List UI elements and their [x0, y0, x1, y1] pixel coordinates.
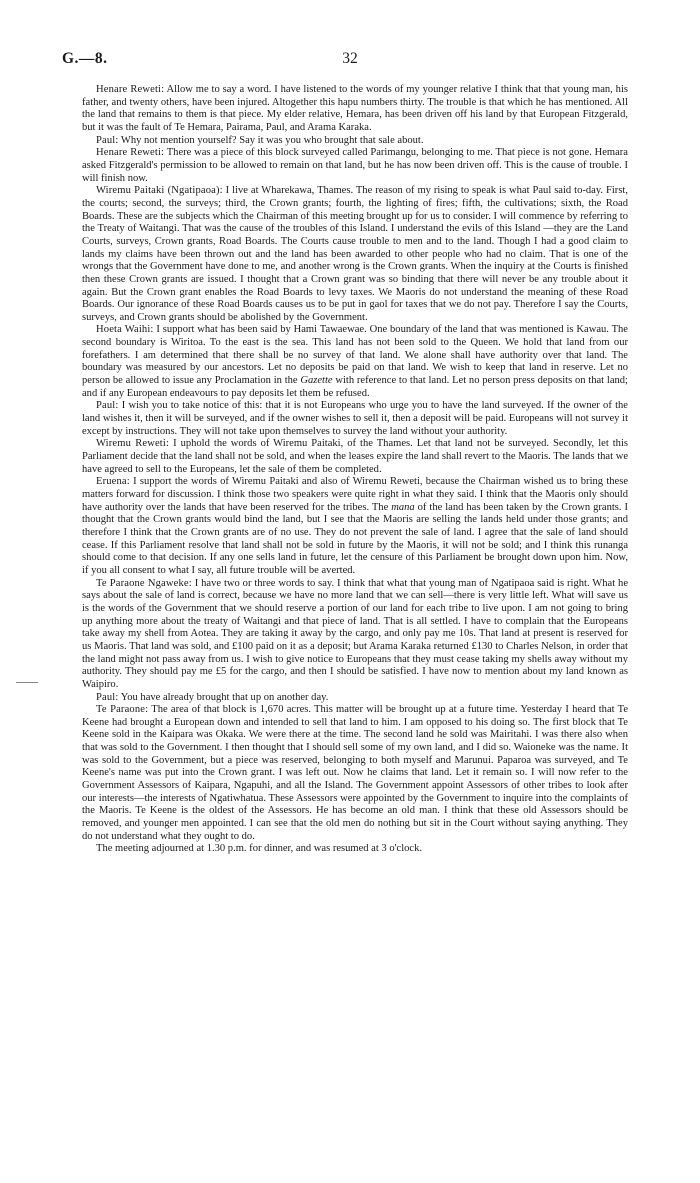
speaker-name: Henare Reweti:: [96, 84, 165, 95]
paragraph-text: Why not mention yourself? Say it was you who brought that sale about.: [120, 134, 424, 146]
paragraph: [82, 400, 628, 438]
document-body: [82, 84, 628, 856]
paragraph: [82, 324, 628, 400]
speaker-name: Te Paraone:: [96, 704, 149, 716]
paragraph: [82, 578, 628, 692]
paragraph-text: You have already brought that up on another day.: [120, 691, 329, 703]
speaker-name: Te Paraone Ngaweke:: [96, 577, 192, 589]
paragraph-text: I support what has been said by Hami Tawaewae. One boundary of the land that was mentioned is Kawau. The second boundary is Wiritoa. To the east is the sea. This land has not been sold to the Queen. We hold that land from our forefathers. I am determined that there shall be no survey of that land. We alone shall have authority over that land. The boundary was measured by our ancestors. Let no deposits be paid on that land. We wish to keep that land in reserve. Let no person be allowed to issue any Proclamation in the Gazette with reference to that land. Let no person press deposits on that land; and if any European endeavours to pay deposits let them be refused.: [82, 324, 628, 399]
speaker-name: Wiremu Paitaki (Ngatipaoa):: [96, 185, 223, 197]
paragraph: [82, 147, 628, 185]
speaker-name: Eruena:: [96, 476, 130, 488]
paragraph: [82, 692, 628, 705]
paragraph-text: I live at Wharekawa, Thames. The reason of my rising to speak is what Paul said to-day. First, the courts; second, the surveys; third, the Crown grants; fourth, the lighting of fires; fifth, the cultivations; sixth, the Road Boards. These are the subjects which the Chairman of this meeting brought up for us to consider. I will commence by referring to the Treaty of Waitangi. That was the cause of the troubles of this Island. I understand the evils of this Island —they are the Land Courts, surveys, Crown grants, Road Boards. The Courts cause trouble to men and to the land. Though I had a good claim to lands my claims have been thrown out and the land has been awarded to other people who had no claim. That is one of the wrongs that the Government have done to me, and another wrong is the Crown grants. When the inquiry at the Courts is finished then these Crown grants are issued. I thought that a Crown grant was so binding that there will never be any trouble about it again. But the Crown grant enables the Road Boards to levy taxes. We Maoris do not understand the meaning of these Road Boards. Our ignorance of these Road Boards causes us to be put in gaol for taxes that we do not pay. Therefore I say the Courts, surveys, and Crown grants should be abolished by the Government.: [82, 185, 628, 323]
paragraph-text: The meeting adjourned at 1.30 p.m. for dinner, and was resumed at 3 o'clock.: [96, 843, 422, 855]
speaker-name: Wiremu Reweti:: [96, 438, 170, 450]
paragraph-text: I wish you to take notice of this: that it is not Europeans who urge you to have the land surveyed. If the owner of the land wishes it, then it will be surveyed, and if the owner wishes to sell it, then a deposit will be paid. Europeans will not survey it except by instructions. They will not take upon themselves to survey the land without your authority.: [82, 400, 628, 437]
paragraph-text: Allow me to say a word. I have listened to the words of my younger relative I think that that young man, his father, and twenty others, have been injured. Altogether this hapu numbers thirty. The trouble is that which he has mentioned. All the land that remains to them is that piece. My elder relative, Hemara, has been driven off his land by that European Fitzgerald, but it was the fault of Te Hemara, Pairama, Paul, and Arama Karaka.: [82, 84, 628, 133]
speaker-name: Paul:: [96, 134, 119, 146]
paragraph-text: There was a piece of this block surveyed called Parimangu, belonging to me. That piece is not gone. Hemara asked Fitzgerald's permission to be allowed to remain on that land, but he has now been driven off. This is the cause of trouble. I will finish now.: [82, 147, 628, 184]
document-reference: G.—8.: [62, 50, 108, 67]
paragraph: [82, 476, 628, 577]
page-header: [62, 50, 638, 70]
speaker-name: Paul:: [96, 400, 119, 412]
paragraph: [82, 84, 628, 135]
paragraph: [82, 185, 628, 324]
paragraph: [82, 438, 628, 476]
closing-paragraph: [82, 843, 628, 856]
paragraph-text: I uphold the words of Wiremu Paitaki, of the Thames. Let that land not be surveyed. Secondly, let this Parliament decide that the land shall not be sold, and when the leases expire the land shall revert to the Maoris. The lands that we have agreed to sell to the Europeans, let the sale of them be completed.: [82, 438, 628, 475]
paragraph: [82, 135, 628, 148]
speaker-name: Paul:: [96, 691, 119, 703]
speaker-name: Henare Reweti:: [96, 147, 165, 159]
paragraph-text: The area of that block is 1,670 acres. This matter will be brought up at a future time. Yesterday I heard that Te Keene had brought a European down and intended to sell that land to him. I am opposed to his doing so. The first block that Te Keene sold in the Kaipara was Okaka. We were there at the time. The second land he sold was Mairitahi. I was there also when that was sold to the Government. I then thought that I should sell some of my own land, and I did so. Waioneke was the name. It was sold to the Government, but a piece was reserved, belonging to both myself and Marunui. Paparoa was surveyed, and Te Keene's name was put into the Crown grant. I was left out. Now he claims that land. Let it remain so. I will now refer to the Government Assessors of Kaipara, Ngapuhi, and all the Island. The Government appoint Assessors of other tribes to look after our interests—the interests of Ngatiwhatua. These Assessors were appointed by the Government to inquire into the complaints of the Maoris. Te Keene is the oldest of the Assessors. He has become an old man. I think that these old Assessors should be removed, and younger men appointed. I can see that the old men do nothing but sit in the Court without saying anything. They do not understand what they ought to do.: [82, 704, 628, 842]
paragraph-text: I have two or three words to say. I think that what that young man of Ngatipaoa said is right. What he says about the sale of land is correct, because we have no more land that we can sell—there is very little left. What will save us is the words of the Government that we should reserve a portion of our land for each tribe to live upon. I am not going to bring up anything more about the treaty of Waitangi and that piece of land. That is all settled. I have to complain that the Europeans take away my shell from Aotea. They are taking it away by the cargo, and only pay me 10s. That land at present is reserved for us Maoris. That land was sold, and £100 paid on it as a deposit; but Arama Karaka returned £130 to Charles Nelson, in order that the land might not pass away from us. I wish to give notice to Europeans that they must cease taking my shells away without my authority. They should pay me £5 for the cargo, and then I should be satisfied. I have now to mention about my land known as Waipiro.: [82, 577, 629, 690]
page-number: 32: [342, 50, 358, 67]
paragraph-text: I support the words of Wiremu Paitaki and also of Wiremu Reweti, because the Chairman wished us to bring these matters forward for discussion. I think those two speakers were quite right in what they said. I think that the Maoris only should have authority over the lands that have been reserved for the tribes. The mana of the land has been taken by the Crown grants. I thought that the Crown grants would bind the land, but I see that the Maoris are selling the lands held under those grants; and therefore I think that the Crown grants are of no use. They do not prevent the sale of land. I agree that the sale of land should cease. If this Parliament resolve that land shall not be sold in future by the Maoris, it will not be sold; and I think this runanga should come to that decision. If any one sells land in future, let the censure of this Parliament be brought down upon him. Now, if you all consent to what I say, all future trouble will be averted.: [82, 476, 628, 576]
margin-rule: [16, 682, 38, 683]
paragraph: [82, 704, 628, 843]
speaker-name: Hoeta Waihi:: [96, 324, 154, 336]
